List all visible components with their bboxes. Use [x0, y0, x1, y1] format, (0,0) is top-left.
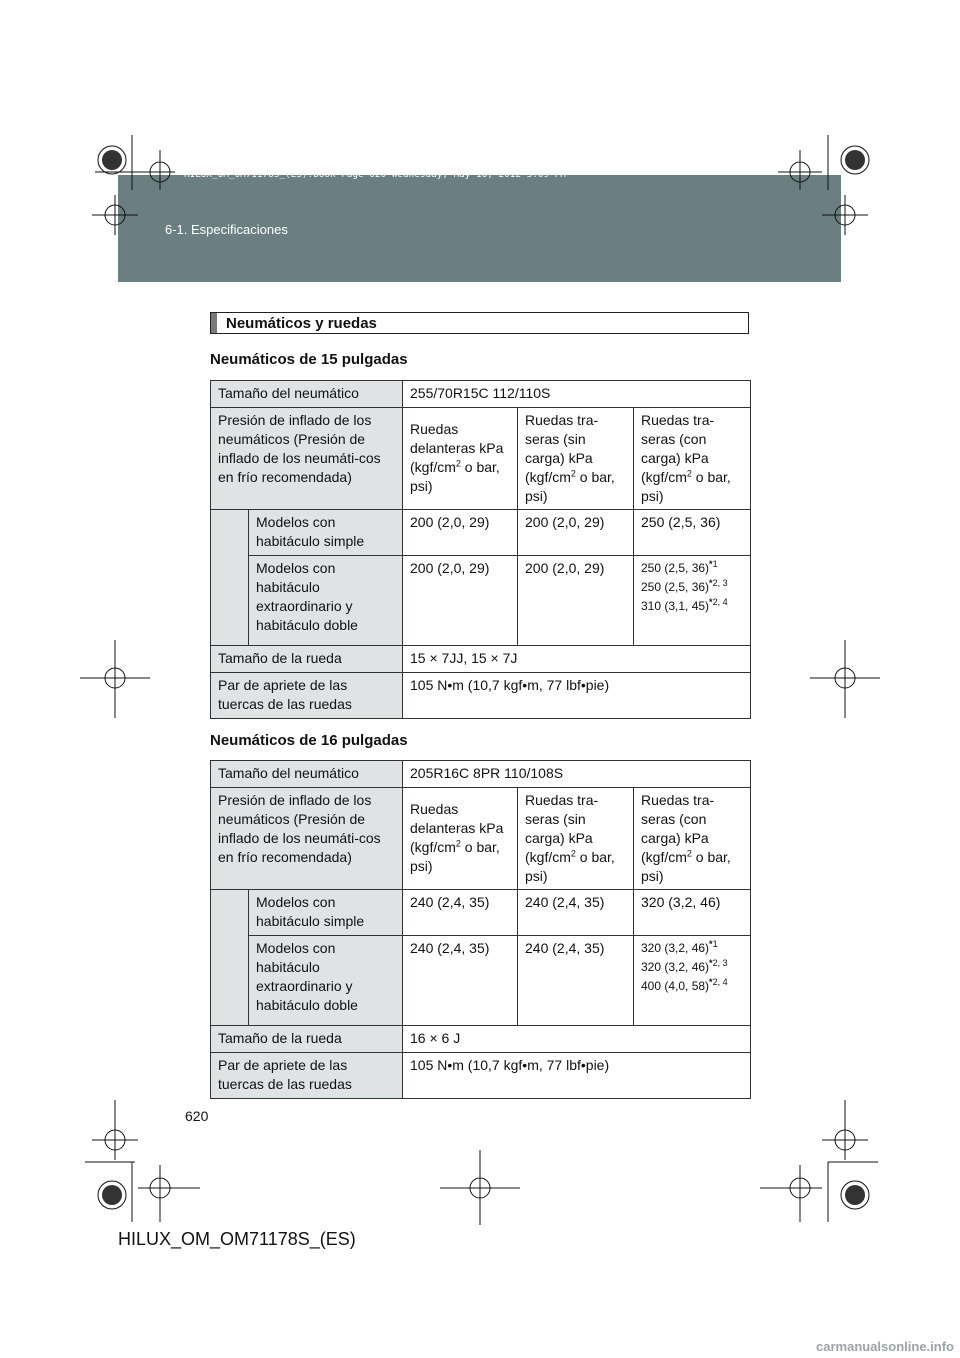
col-front-header: Ruedas delanteras kPa ($kgf/cm^2$ o bar, psi): [403, 408, 518, 510]
single-front: 200 (2,0, 29): [403, 510, 518, 556]
section-label: 6-1. Especificaciones: [165, 222, 288, 237]
torque-label: Par de apriete de las tuercas de las ruedas: [211, 1053, 403, 1099]
wheel-size-value: 16 × 6 J: [403, 1026, 751, 1053]
tire-size-value: 205R16C 8PR 110/108S: [403, 761, 751, 788]
extra-front: 200 (2,0, 29): [403, 556, 518, 646]
spec-table-16: [210, 760, 751, 1099]
section-title-box: [210, 312, 749, 334]
col-front-header: Ruedas delanteras kPa ($kgf/cm^2$ o bar, psi): [403, 788, 518, 890]
col-rear-empty-header: Ruedas tra-seras (sin carga) kPa ($kgf/cm^2$ o bar, psi): [518, 788, 634, 890]
wheel-size-label: Tamaño de la rueda: [211, 646, 403, 673]
single-cab-label: Modelos con habitáculo simple: [249, 510, 403, 556]
table-heading-16: Neumáticos de 16 pulgadas: [210, 732, 408, 749]
title-accent-bar: [211, 313, 217, 333]
table-heading-15: Neumáticos de 15 pulgadas: [210, 351, 408, 368]
extra-front: 240 (2,4, 35): [403, 936, 518, 1026]
tire-size-label: Tamaño del neumático: [211, 381, 403, 408]
extra-cab-label: Modelos con habitáculo extraordinario y habitáculo doble: [249, 556, 403, 646]
torque-value: 105 N•m (10,7 kgf•m, 77 lbf•pie): [403, 1053, 751, 1099]
torque-value: 105 N•m (10,7 kgf•m, 77 lbf•pie): [403, 673, 751, 719]
single-rear-empty: 240 (2,4, 35): [518, 890, 634, 936]
indent-cell: [211, 510, 249, 646]
col-rear-loaded-header: Ruedas tra-seras (con carga) kPa ($kgf/cm^2$ o bar, psi): [634, 788, 751, 890]
wheel-size-value: 15 × 7JJ, 15 × 7J: [403, 646, 751, 673]
extra-rear-empty: 200 (2,0, 29): [518, 556, 634, 646]
single-front: 240 (2,4, 35): [403, 890, 518, 936]
book-info: HILUX_OM_OM71178S_(ES).book Page 620 Wednesday, May 16, 2012 3:09 PM: [184, 170, 567, 180]
watermark: carmanualsonline.info: [816, 1339, 954, 1354]
col-rear-empty-header: Ruedas tra-seras (sin carga) kPa ($kgf/cm^2$ o bar, psi): [518, 408, 634, 510]
wheel-size-label: Tamaño de la rueda: [211, 1026, 403, 1053]
single-rear-empty: 200 (2,0, 29): [518, 510, 634, 556]
single-rear-loaded: 250 (2,5, 36): [634, 510, 751, 556]
tire-size-value: 255/70R15C 112/110S: [403, 381, 751, 408]
tire-size-label: Tamaño del neumático: [211, 761, 403, 788]
spec-table-15: [210, 380, 751, 719]
extra-rear-loaded: 250 (2,5, 36)$^{*1}$ 250 (2,5, 36)$^{*2, 3}$ 310 (3,1, 45)$^{*2, 4}$: [634, 556, 751, 646]
single-rear-loaded: 320 (3,2, 46): [634, 890, 751, 936]
footer-code: HILUX_OM_OM71178S_(ES): [118, 1229, 356, 1249]
indent-cell: [211, 890, 249, 1026]
pressure-label: Presión de inflado de los neumáticos (Presión de inflado de los neumáti-cos en frío recomendada): [211, 408, 403, 510]
page-number: 620: [185, 1108, 209, 1124]
single-cab-label: Modelos con habitáculo simple: [249, 890, 403, 936]
extra-rear-loaded: 320 (3,2, 46)$^{*1}$ 320 (3,2, 46)$^{*2, 3}$ 400 (4,0, 58)$^{*2, 4}$: [634, 936, 751, 1026]
section-title: Neumáticos y ruedas: [226, 315, 377, 332]
extra-cab-label: Modelos con habitáculo extraordinario y habitáculo doble: [249, 936, 403, 1026]
extra-rear-empty: 240 (2,4, 35): [518, 936, 634, 1026]
col-rear-loaded-header: Ruedas tra-seras (con carga) kPa ($kgf/cm^2$ o bar, psi): [634, 408, 751, 510]
pressure-label: Presión de inflado de los neumáticos (Presión de inflado de los neumáti-cos en frío recomendada): [211, 788, 403, 890]
torque-label: Par de apriete de las tuercas de las ruedas: [211, 673, 403, 719]
